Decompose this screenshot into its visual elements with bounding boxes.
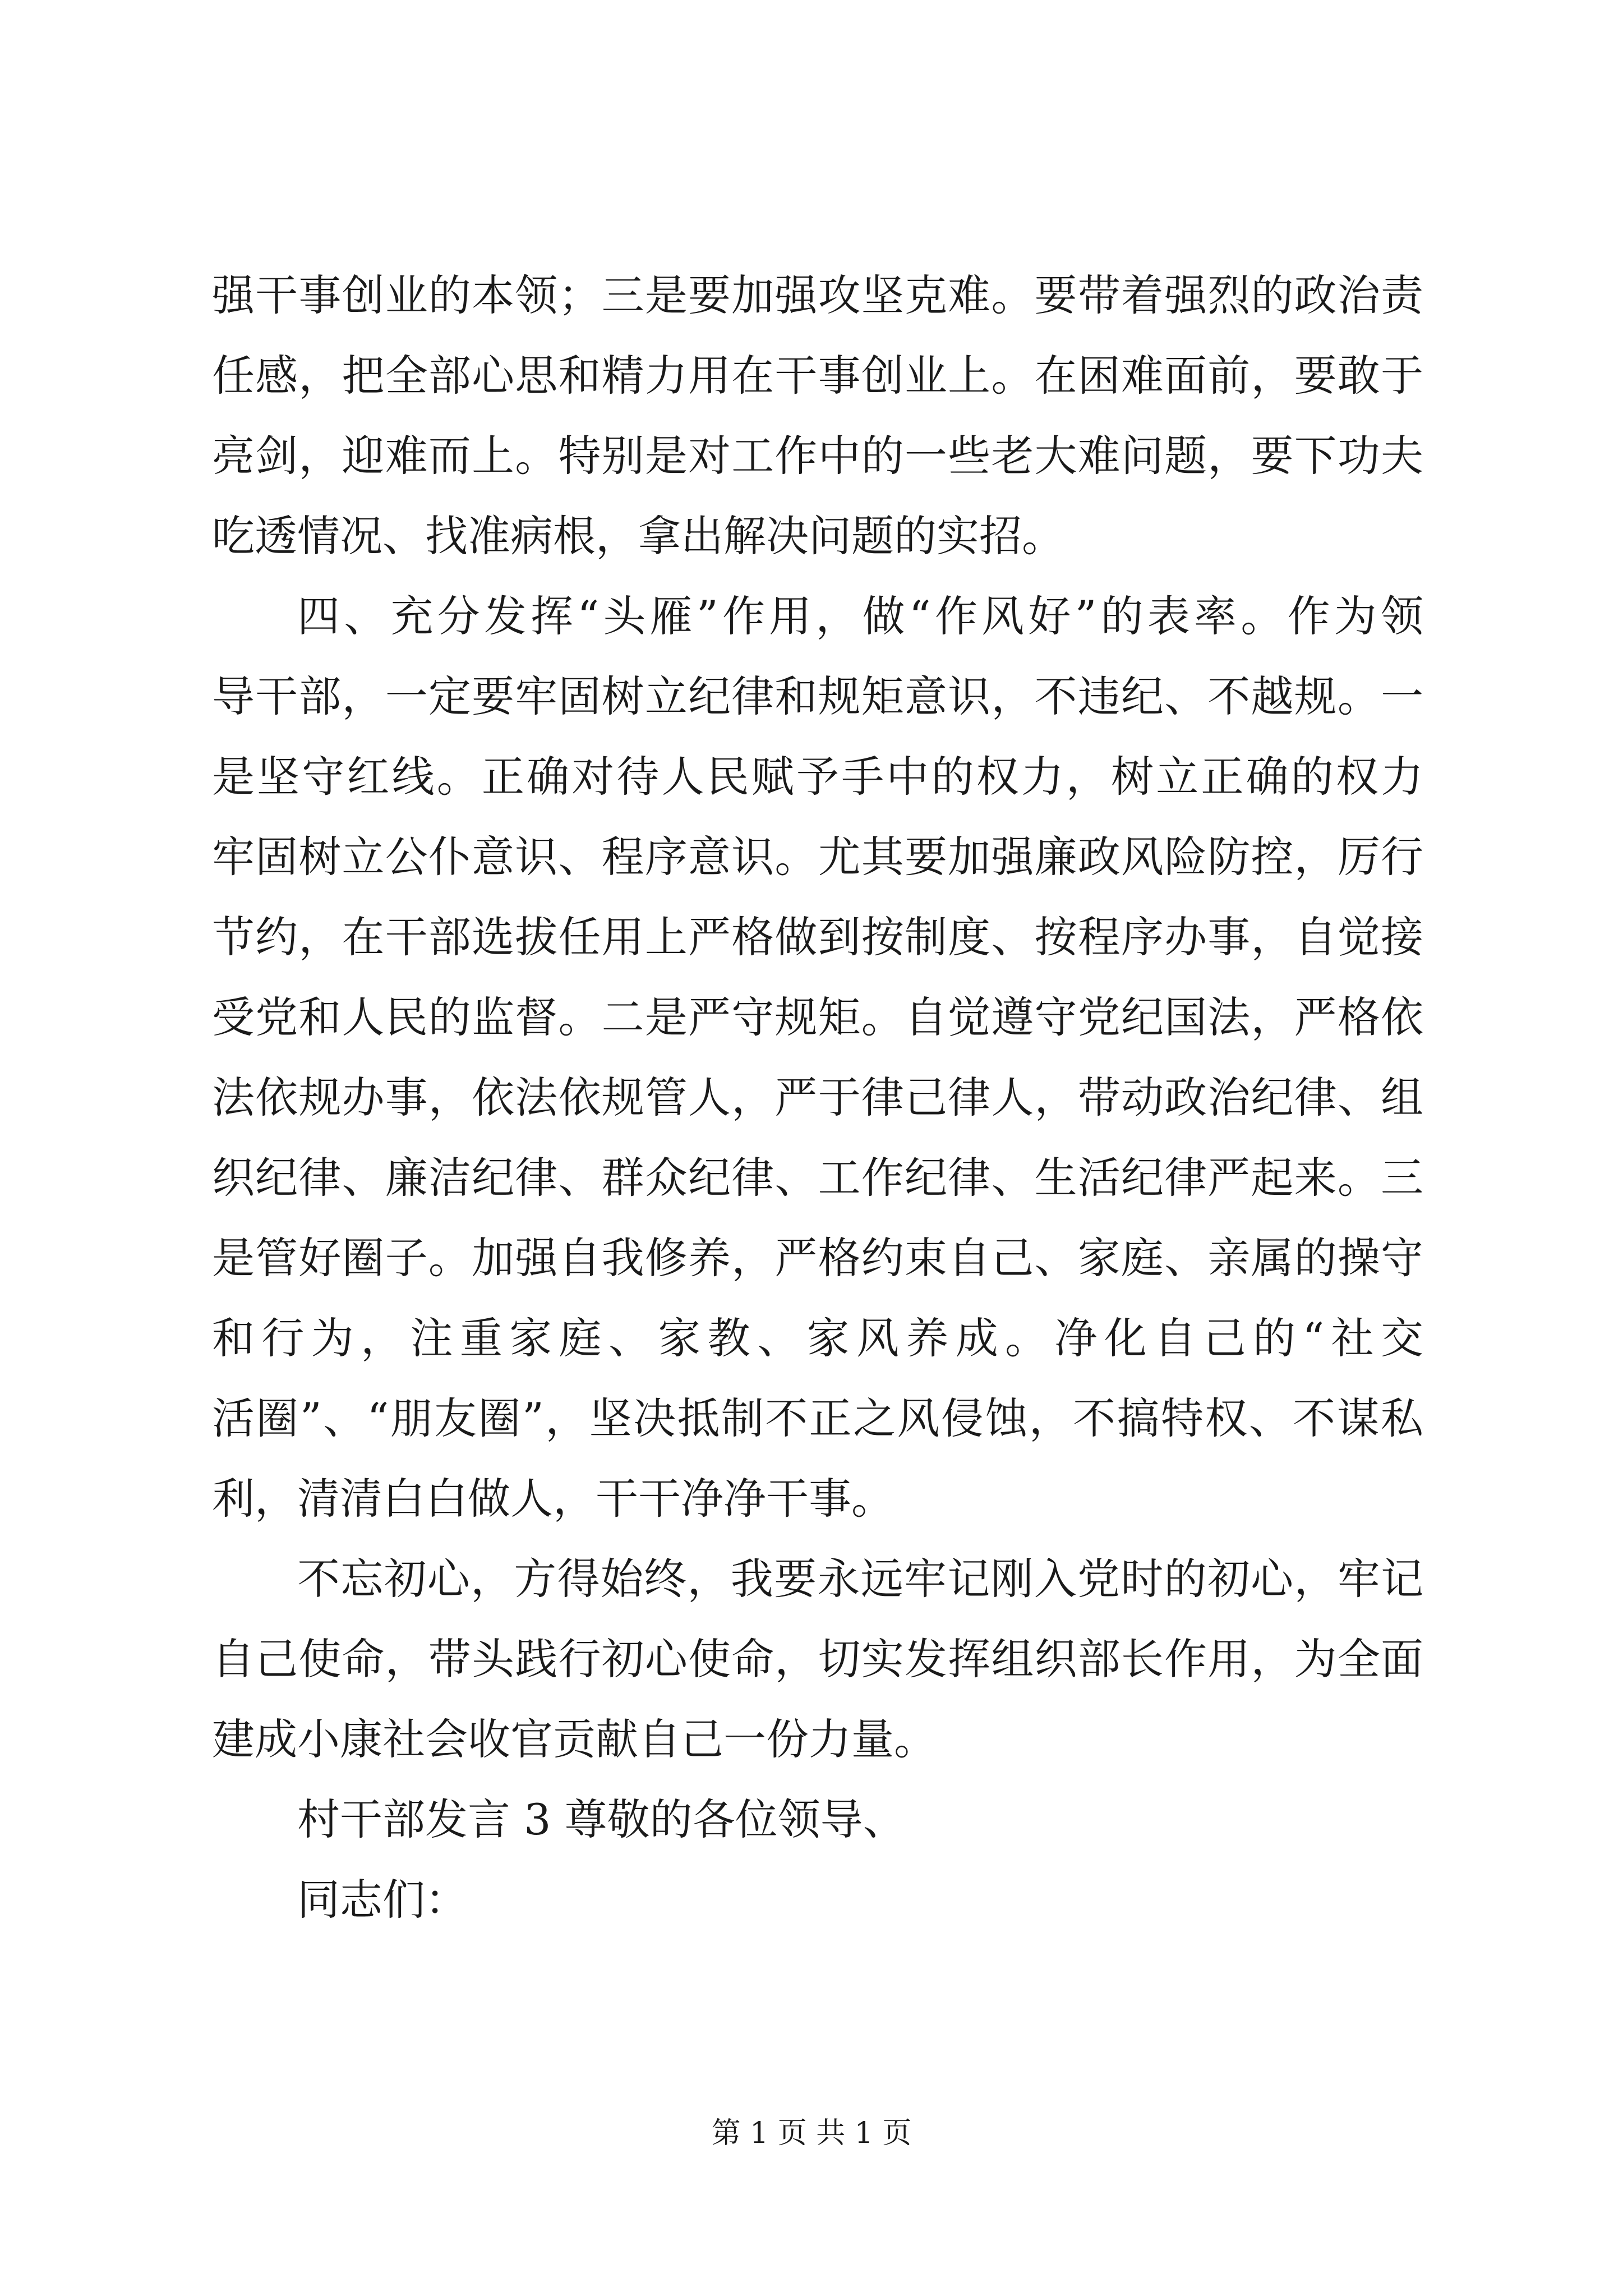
text-line: 吃透情况、找准病根，拿出解决问题的实招。 xyxy=(212,511,1064,561)
text-line: 任感，把全部心思和精力用在干事创业上。在困难面前，要敢于 xyxy=(212,351,1423,401)
text-line: 牢固树立公仆意识、程序意识。尤其要加强廉政风险防控，厉行 xyxy=(212,832,1423,882)
text-line: 是坚守红线。正确对待人民赋予手中的权力，树立正确的权力 xyxy=(212,752,1423,802)
text-line: 同志们： xyxy=(297,1875,468,1925)
text-line: 导干部，一定要牢固树立纪律和规矩意识，不违纪、不越规。一 xyxy=(212,671,1423,721)
text-line: 和行为，注重家庭、家教、家风养成。净化自己的“社交 xyxy=(212,1313,1423,1363)
text-line: 利，清清白白做人，干干净净干事。 xyxy=(212,1474,894,1524)
text-line: 四、充分发挥“头雁”作用，做“作风好”的表率。作为领 xyxy=(297,591,1423,641)
text-line: 强干事创业的本领；三是要加强攻坚克难。要带着强烈的政治责 xyxy=(212,270,1423,320)
page-footer: 第 1 页 共 1 页 xyxy=(711,2116,912,2150)
text-line: 自己使命，带头践行初心使命，切实发挥组织部长作用，为全面 xyxy=(212,1634,1423,1684)
text-line: 亮剑，迎难而上。特别是对工作中的一些老大难问题，要下功夫 xyxy=(212,431,1423,481)
text-line: 受党和人民的监督。二是严守规矩。自觉遵守党纪国法，严格依 xyxy=(212,992,1423,1042)
text-line: 织纪律、廉洁纪律、群众纪律、工作纪律、生活纪律严起来。三 xyxy=(212,1153,1423,1203)
text-line: 村干部发言 3 尊敬的各位领导、 xyxy=(297,1795,906,1844)
text-line: 节约，在干部选拔任用上严格做到按制度、按程序办事，自觉接 xyxy=(212,912,1423,962)
text-line: 不忘初心，方得始终，我要永远牢记刚入党时的初心，牢记 xyxy=(297,1554,1423,1604)
text-line: 活圈”、“朋友圈”，坚决抵制不正之风侵蚀，不搞特权、不谋私 xyxy=(212,1393,1423,1443)
text-line: 是管好圈子。加强自我修养，严格约束自己、家庭、亲属的操守 xyxy=(212,1233,1423,1283)
document-body xyxy=(212,255,1423,1940)
text-line: 建成小康社会收官贡献自己一份力量。 xyxy=(212,1714,937,1764)
text-line: 法依规办事，依法依规管人，严于律己律人，带动政治纪律、组 xyxy=(212,1073,1423,1122)
